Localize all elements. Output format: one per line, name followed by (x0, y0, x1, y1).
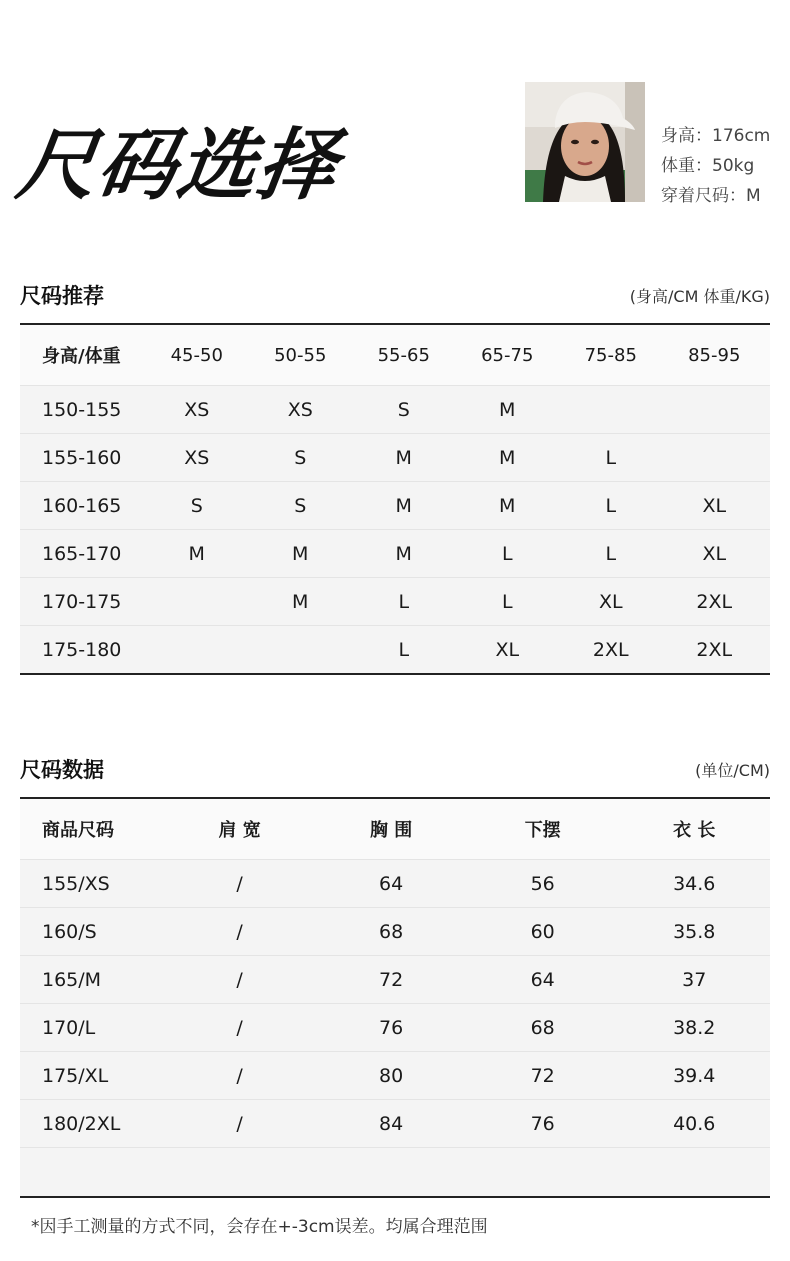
model-size: 穿着尺码：M (661, 186, 761, 206)
size-cell: L (398, 638, 410, 661)
column-header: 下摆 (524, 820, 561, 841)
weight-header: 65-75 (481, 344, 534, 366)
weight-header: 75-85 (584, 344, 637, 366)
size-cell: S (397, 398, 410, 421)
height-cell: 170-175 (42, 590, 122, 613)
table-row (20, 956, 770, 1004)
size-cell: S (294, 494, 307, 517)
measure-cell: 84 (379, 1112, 404, 1135)
column-header: 肩 宽 (218, 820, 261, 841)
measure-cell: / (236, 872, 243, 895)
measure-cell: 68 (530, 1016, 555, 1039)
size-recommend-table (20, 323, 770, 675)
size-data-unit: (单位/CM) (695, 761, 770, 780)
table-row (20, 578, 770, 626)
measure-cell: 34.6 (673, 872, 716, 895)
measure-cell: 72 (530, 1064, 555, 1087)
measure-cell: 76 (379, 1016, 404, 1039)
table-row (20, 386, 770, 434)
size-data-section-header (20, 754, 770, 784)
table-header-row (20, 799, 770, 860)
column-header: 商品尺码 (42, 820, 114, 841)
size-cell: M (188, 542, 205, 565)
table-row (20, 860, 770, 908)
table-row (20, 908, 770, 956)
height-cell: 160-165 (42, 494, 122, 517)
measure-cell: / (236, 920, 243, 943)
measurement-footnote: *因手工测量的方式不同，会存在+-3cm误差。均属合理范围 (31, 1217, 488, 1237)
table-row (20, 530, 770, 578)
weight-header: 45-50 (170, 344, 223, 366)
measure-cell: 39.4 (673, 1064, 716, 1087)
table-filler-row (20, 1148, 770, 1196)
size-label-cell: 155/XS (42, 872, 110, 895)
measure-cell: / (236, 1112, 243, 1135)
size-cell: L (605, 446, 617, 469)
table-row (20, 434, 770, 482)
measure-cell: 76 (530, 1112, 555, 1135)
size-cell: L (501, 542, 513, 565)
measure-cell: 40.6 (673, 1112, 716, 1135)
size-cell: XL (598, 590, 623, 613)
size-label-cell: 170/L (42, 1016, 96, 1039)
size-cell: L (398, 590, 410, 613)
size-cell: L (605, 542, 617, 565)
size-cell: 2XL (696, 590, 733, 613)
measure-cell: 35.8 (673, 920, 716, 943)
measure-cell: 56 (530, 872, 555, 895)
size-label-cell: 165/M (42, 968, 102, 991)
weight-header: 50-55 (274, 344, 327, 366)
corner-header: 身高/体重 (42, 346, 121, 367)
size-cell: L (501, 590, 513, 613)
size-cell: 2XL (592, 638, 629, 661)
table-header-row (20, 325, 770, 386)
size-cell: M (395, 542, 412, 565)
measure-cell: 68 (379, 920, 404, 943)
size-label-cell: 160/S (42, 920, 97, 943)
model-portrait-image (525, 82, 645, 202)
measure-cell: 64 (379, 872, 404, 895)
height-cell: 165-170 (42, 542, 122, 565)
model-height: 身高：176cm (661, 126, 771, 146)
size-cell: L (605, 494, 617, 517)
model-info (661, 121, 770, 211)
measure-cell: 64 (530, 968, 555, 991)
height-cell: 175-180 (42, 638, 122, 661)
measure-cell: 72 (379, 968, 404, 991)
measure-cell: / (236, 1064, 243, 1087)
size-cell: M (395, 446, 412, 469)
page-title: 尺码选择 (11, 121, 345, 211)
height-cell: 155-160 (42, 446, 122, 469)
column-header: 衣 长 (673, 820, 716, 841)
recommend-section-header (20, 280, 770, 310)
measure-cell: 60 (530, 920, 555, 943)
size-label-cell: 180/2XL (42, 1112, 121, 1135)
size-cell: S (294, 446, 307, 469)
model-photo (525, 82, 645, 202)
size-label-cell: 175/XL (42, 1064, 109, 1087)
size-cell: M (499, 398, 516, 421)
table-row (20, 1100, 770, 1148)
size-cell: XL (702, 542, 727, 565)
weight-header: 55-65 (377, 344, 430, 366)
recommend-unit: (身高/CM 体重/KG) (629, 287, 770, 306)
table-row (20, 482, 770, 530)
size-cell: 2XL (696, 638, 733, 661)
size-cell: M (395, 494, 412, 517)
table-row (20, 1052, 770, 1100)
weight-header: 85-95 (688, 344, 741, 366)
table-row (20, 626, 770, 673)
measure-cell: / (236, 968, 243, 991)
size-cell: XL (495, 638, 520, 661)
size-data-table (20, 797, 770, 1198)
measure-cell: 38.2 (673, 1016, 716, 1039)
size-cell: M (499, 494, 516, 517)
size-cell: XS (184, 398, 210, 421)
size-cell: S (190, 494, 203, 517)
size-data-title: 尺码数据 (20, 758, 104, 782)
size-cell: M (292, 590, 309, 613)
table-row (20, 1004, 770, 1052)
column-header: 胸 围 (370, 820, 413, 841)
size-cell: XS (184, 446, 210, 469)
height-cell: 150-155 (42, 398, 122, 421)
size-cell: XL (702, 494, 727, 517)
size-cell: XS (287, 398, 313, 421)
size-cell: M (292, 542, 309, 565)
measure-cell: 80 (379, 1064, 404, 1087)
model-weight: 体重：50kg (661, 156, 755, 176)
size-cell: M (499, 446, 516, 469)
recommend-title: 尺码推荐 (20, 284, 104, 308)
measure-cell: / (236, 1016, 243, 1039)
measure-cell: 37 (682, 968, 707, 991)
